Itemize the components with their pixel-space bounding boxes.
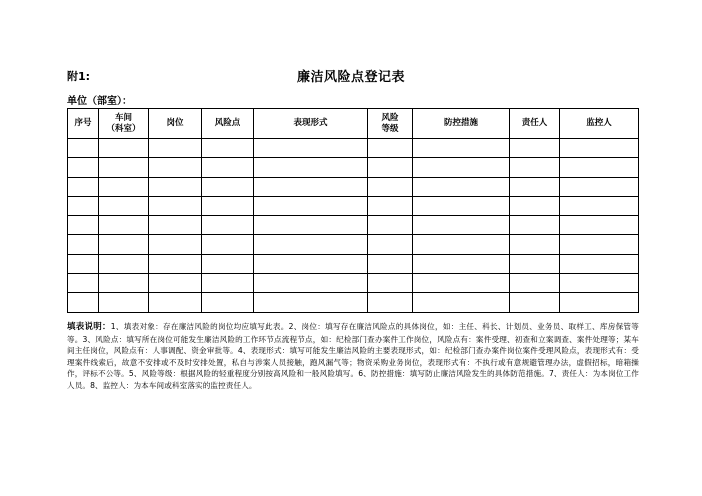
table-cell — [560, 254, 639, 273]
table-cell — [368, 158, 413, 177]
table-cell — [413, 177, 510, 196]
table-row — [68, 177, 639, 196]
table-cell — [560, 158, 639, 177]
table-cell — [510, 274, 560, 293]
table-row — [68, 158, 639, 177]
table-row — [68, 196, 639, 215]
table-cell — [510, 196, 560, 215]
table-cell — [368, 216, 413, 235]
table-cell — [254, 216, 368, 235]
table-cell — [413, 158, 510, 177]
table-cell — [560, 196, 639, 215]
col-header-responsible: 责任人 — [510, 109, 560, 139]
page-title: 廉洁风险点登记表 — [296, 70, 405, 85]
table-cell — [68, 274, 99, 293]
table-row — [68, 254, 639, 273]
table-cell — [99, 139, 149, 158]
instructions-text: 1、填表对象：存在廉洁风险的岗位均应填写此表。2、岗位：填写存在廉洁风险点的具体岗位，如：主任、科长、计划员、业务员、取样工、库房保管等等。3、风险点：填写所在岗位可能发生廉洁风险的工作环节点流程节点，如：纪检部门查办案件工作岗位，风险点有：案件受理、初查和立案调查、案件处理等；某车间主任岗位，风险点有：人事调配、资金审批等。4、表现形式：填写可能发生廉洁风险的主要表现形式，如：纪检部门查办案件岗位案件受理风险点，表现形式有：受理案件线索后，故意不安排或不及时安排处置，私自与涉案人员接触，跑风漏气等；物资采购业务岗位，表现形式有：不执行或有意规避管理办法，虚假招标，暗箱操作，评标不公等。5、风险等级：根据风险的轻重程度分别按高风险和一般风险填写。6、防控措施：填写防止廉洁风险发生的具体防范措施。7、责任人：为本岗位工作人员。8、监控人：为本车间或科室落实的监控责任人。 — [67, 322, 639, 390]
table-row — [68, 293, 639, 312]
table-cell — [99, 235, 149, 254]
table-body — [68, 139, 639, 313]
table-cell — [149, 196, 202, 215]
table-cell — [510, 293, 560, 312]
table-cell — [68, 293, 99, 312]
table-cell — [254, 293, 368, 312]
table-cell — [510, 158, 560, 177]
table-cell — [368, 235, 413, 254]
table-cell — [254, 254, 368, 273]
table-cell — [368, 274, 413, 293]
table-cell — [413, 274, 510, 293]
table-cell — [149, 177, 202, 196]
table-cell — [149, 274, 202, 293]
col-header-controls: 防控措施 — [413, 109, 510, 139]
table-row — [68, 235, 639, 254]
table-cell — [368, 254, 413, 273]
table-cell — [99, 274, 149, 293]
table-cell — [149, 235, 202, 254]
col-header-supervisor: 监控人 — [560, 109, 639, 139]
table-header-row — [68, 109, 639, 139]
table-cell — [149, 216, 202, 235]
table-cell — [202, 196, 254, 215]
table-cell — [254, 158, 368, 177]
table-cell — [99, 196, 149, 215]
table-cell — [99, 293, 149, 312]
table-cell — [254, 274, 368, 293]
table-cell — [202, 274, 254, 293]
table-cell — [510, 235, 560, 254]
unit-label: 单位（部室）： — [67, 96, 132, 107]
table-cell — [68, 196, 99, 215]
attachment-label: 附1: — [67, 70, 91, 83]
instructions-label: 填表说明： — [67, 322, 111, 332]
table-cell — [202, 177, 254, 196]
table-cell — [149, 139, 202, 158]
table-cell — [368, 293, 413, 312]
table-cell — [68, 254, 99, 273]
col-header-position: 岗位 — [149, 109, 202, 139]
table-cell — [413, 235, 510, 254]
table-cell — [68, 177, 99, 196]
table-cell — [68, 216, 99, 235]
table-cell — [99, 158, 149, 177]
table-cell — [413, 139, 510, 158]
table-cell — [202, 254, 254, 273]
table-cell — [202, 158, 254, 177]
table-cell — [560, 177, 639, 196]
table-cell — [368, 177, 413, 196]
table-cell — [560, 216, 639, 235]
table-cell — [149, 293, 202, 312]
table-cell — [413, 254, 510, 273]
table-cell — [99, 177, 149, 196]
table-cell — [202, 139, 254, 158]
table-cell — [560, 293, 639, 312]
table-cell — [413, 216, 510, 235]
table-cell — [99, 216, 149, 235]
table-cell — [68, 158, 99, 177]
table-cell — [149, 254, 202, 273]
table-cell — [254, 196, 368, 215]
table-cell — [368, 196, 413, 215]
table-cell — [149, 158, 202, 177]
table-row — [68, 216, 639, 235]
col-header-risk-point: 风险点 — [202, 109, 254, 139]
table-row — [68, 274, 639, 293]
table-cell — [413, 196, 510, 215]
table-cell — [254, 235, 368, 254]
col-header-manifestation: 表现形式 — [254, 109, 368, 139]
table-cell — [510, 216, 560, 235]
table-cell — [254, 139, 368, 158]
table-cell — [413, 293, 510, 312]
risk-register-table — [67, 108, 639, 313]
table-cell — [202, 293, 254, 312]
table-row — [68, 139, 639, 158]
table-cell — [510, 177, 560, 196]
table-cell — [254, 177, 368, 196]
table-cell — [560, 274, 639, 293]
col-header-risk-level: 风险 等级 — [368, 109, 413, 139]
table-cell — [68, 139, 99, 158]
col-header-index: 序号 — [68, 109, 99, 139]
table-cell — [99, 254, 149, 273]
table-cell — [510, 254, 560, 273]
table-cell — [368, 139, 413, 158]
col-header-workshop: 车间 （科室） — [99, 109, 149, 139]
table-cell — [510, 139, 560, 158]
table-cell — [560, 139, 639, 158]
table-cell — [202, 216, 254, 235]
table-cell — [68, 235, 99, 254]
table-cell — [202, 235, 254, 254]
table-cell — [560, 235, 639, 254]
filling-instructions — [67, 321, 639, 391]
